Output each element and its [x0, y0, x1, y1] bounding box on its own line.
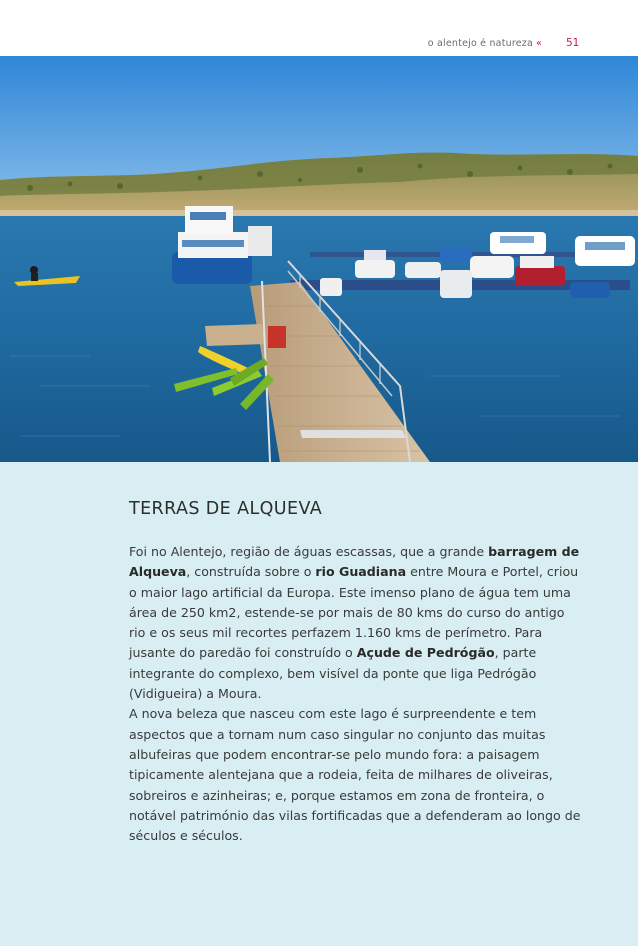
lake-marina-photo — [0, 56, 638, 462]
section-title: TERRAS DE ALQUEVA — [129, 499, 323, 519]
text-run: Foi no Alentejo, região de águas escassas, que a grande — [129, 544, 489, 559]
article-body — [129, 542, 584, 846]
bold-term: rio Guadiana — [315, 564, 407, 580]
text-run: , parte integrante do complexo, bem visível da ponte que liga Pedrógão (Vidigueira) a Moura. — [129, 645, 537, 702]
section-marker: « — [535, 38, 542, 49]
page-number: 51 — [566, 37, 580, 49]
text-run: entre Moura e Portel, criou o maior lago artificial da Europa. Este imenso plano de água tem uma área de 250 km2, estende-se por mais de 80 kms do curso do antigo rio e os seus mil recortes perfazem 1.160 kms de perímetro. Para jusante do paredão foi construído o — [129, 564, 579, 661]
bold-term: Açude de Pedrógão — [356, 645, 495, 661]
running-header — [428, 38, 542, 49]
bold-term: barragem de Alqueva — [129, 544, 580, 580]
paragraph-1 — [129, 542, 584, 704]
text-run: , construída sobre o — [186, 564, 316, 580]
paragraph-2: A nova beleza que nasceu com este lago é surpreendente e tem aspectos que a tornam num caso singular no conjunto das muitas albufeiras que podem encontrar-se pelo mundo fora: a paisagem tipicamente alentejana que a rodeia, feita de milhares de oliveiras, sobreiros e azinheiras; e, porque estamos em zona de fronteira, o notável património das vilas fortificadas que a defenderam ao longo de séculos e séculos. — [129, 706, 581, 844]
section-label: o alentejo é natureza — [427, 38, 533, 49]
page-header — [0, 0, 638, 56]
